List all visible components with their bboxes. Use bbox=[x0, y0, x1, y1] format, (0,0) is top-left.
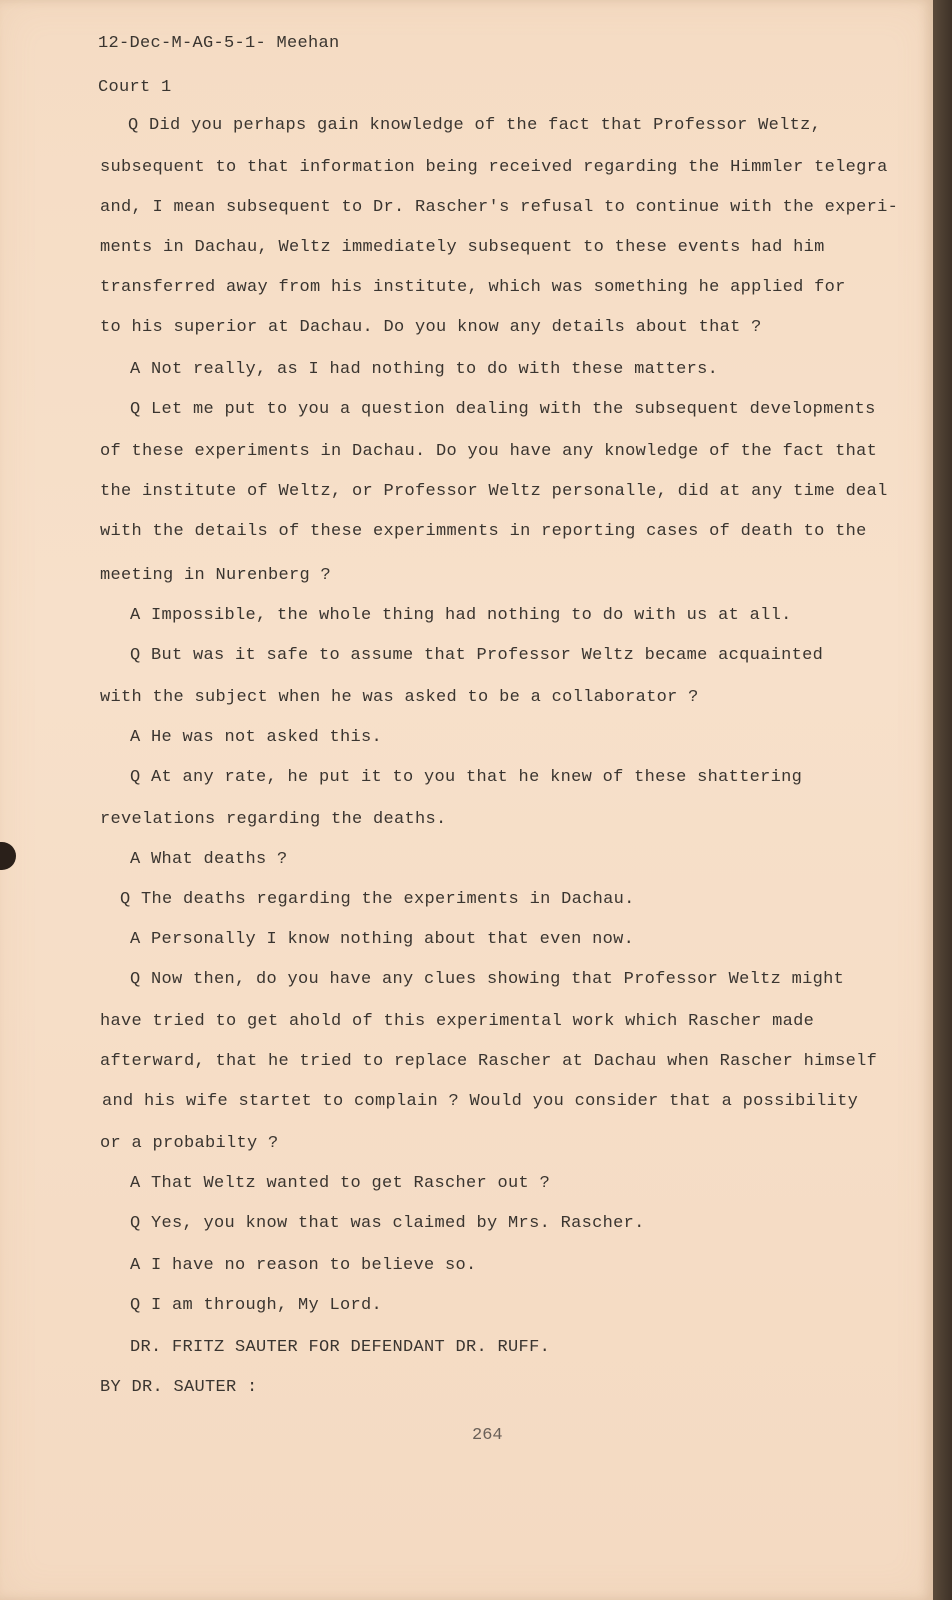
text-line: A Not really, as I had nothing to do with these matters. bbox=[130, 360, 719, 379]
text-line: transferred away from his institute, which was something he applied for bbox=[100, 278, 846, 297]
text-line: revelations regarding the deaths. bbox=[100, 810, 447, 829]
text-line: subsequent to that information being received regarding the Himmler telegra bbox=[100, 158, 888, 177]
text-line: to his superior at Dachau. Do you know any details about that ? bbox=[100, 318, 762, 337]
text-line: A What deaths ? bbox=[130, 850, 288, 869]
text-line: with the subject when he was asked to be a collaborator ? bbox=[100, 688, 699, 707]
document-header: 12-Dec-M-AG-5-1- Meehan bbox=[98, 34, 340, 53]
text-line: DR. FRITZ SAUTER FOR DEFENDANT DR. RUFF. bbox=[130, 1338, 551, 1357]
text-line: Q Now then, do you have any clues showing that Professor Weltz might bbox=[130, 970, 845, 989]
text-line: Q Did you perhaps gain knowledge of the fact that Professor Weltz, bbox=[128, 116, 822, 135]
text-line: Q The deaths regarding the experiments in Dachau. bbox=[120, 890, 635, 909]
text-line: the institute of Weltz, or Professor Weltz personalle, did at any time deal bbox=[100, 482, 888, 501]
court-label: Court 1 bbox=[98, 78, 172, 97]
text-line: A He was not asked this. bbox=[130, 728, 383, 747]
text-line: A Impossible, the whole thing had nothing to do with us at all. bbox=[130, 606, 792, 625]
text-line: BY DR. SAUTER : bbox=[100, 1378, 258, 1397]
text-line: or a probabilty ? bbox=[100, 1134, 279, 1153]
page-number: 264 bbox=[472, 1426, 503, 1445]
text-line: meeting in Nurenberg ? bbox=[100, 566, 332, 585]
text-line: ments in Dachau, Weltz immediately subsequent to these events had him bbox=[100, 238, 825, 257]
text-line: Q At any rate, he put it to you that he knew of these shattering bbox=[130, 768, 803, 787]
text-line: afterward, that he tried to replace Rascher at Dachau when Rascher himself bbox=[100, 1052, 878, 1071]
text-line: and, I mean subsequent to Dr. Rascher's refusal to continue with the experi- bbox=[100, 198, 899, 217]
text-line: have tried to get ahold of this experimental work which Rascher made bbox=[100, 1012, 815, 1031]
text-line: Q Yes, you know that was claimed by Mrs. Rascher. bbox=[130, 1214, 645, 1233]
text-line: and his wife startet to complain ? Would you consider that a possibility bbox=[102, 1092, 859, 1111]
text-line: A I have no reason to believe so. bbox=[130, 1256, 477, 1275]
text-line: Q But was it safe to assume that Professor Weltz became acquainted bbox=[130, 646, 824, 665]
text-line: Q I am through, My Lord. bbox=[130, 1296, 383, 1315]
text-line: with the details of these experimments in reporting cases of death to the bbox=[100, 522, 867, 541]
text-line: A That Weltz wanted to get Rascher out ? bbox=[130, 1174, 551, 1193]
text-line: of these experiments in Dachau. Do you have any knowledge of the fact that bbox=[100, 442, 878, 461]
page-edge-shadow bbox=[933, 0, 952, 1600]
text-line: Q Let me put to you a question dealing with the subsequent developments bbox=[130, 400, 876, 419]
text-line: A Personally I know nothing about that even now. bbox=[130, 930, 635, 949]
